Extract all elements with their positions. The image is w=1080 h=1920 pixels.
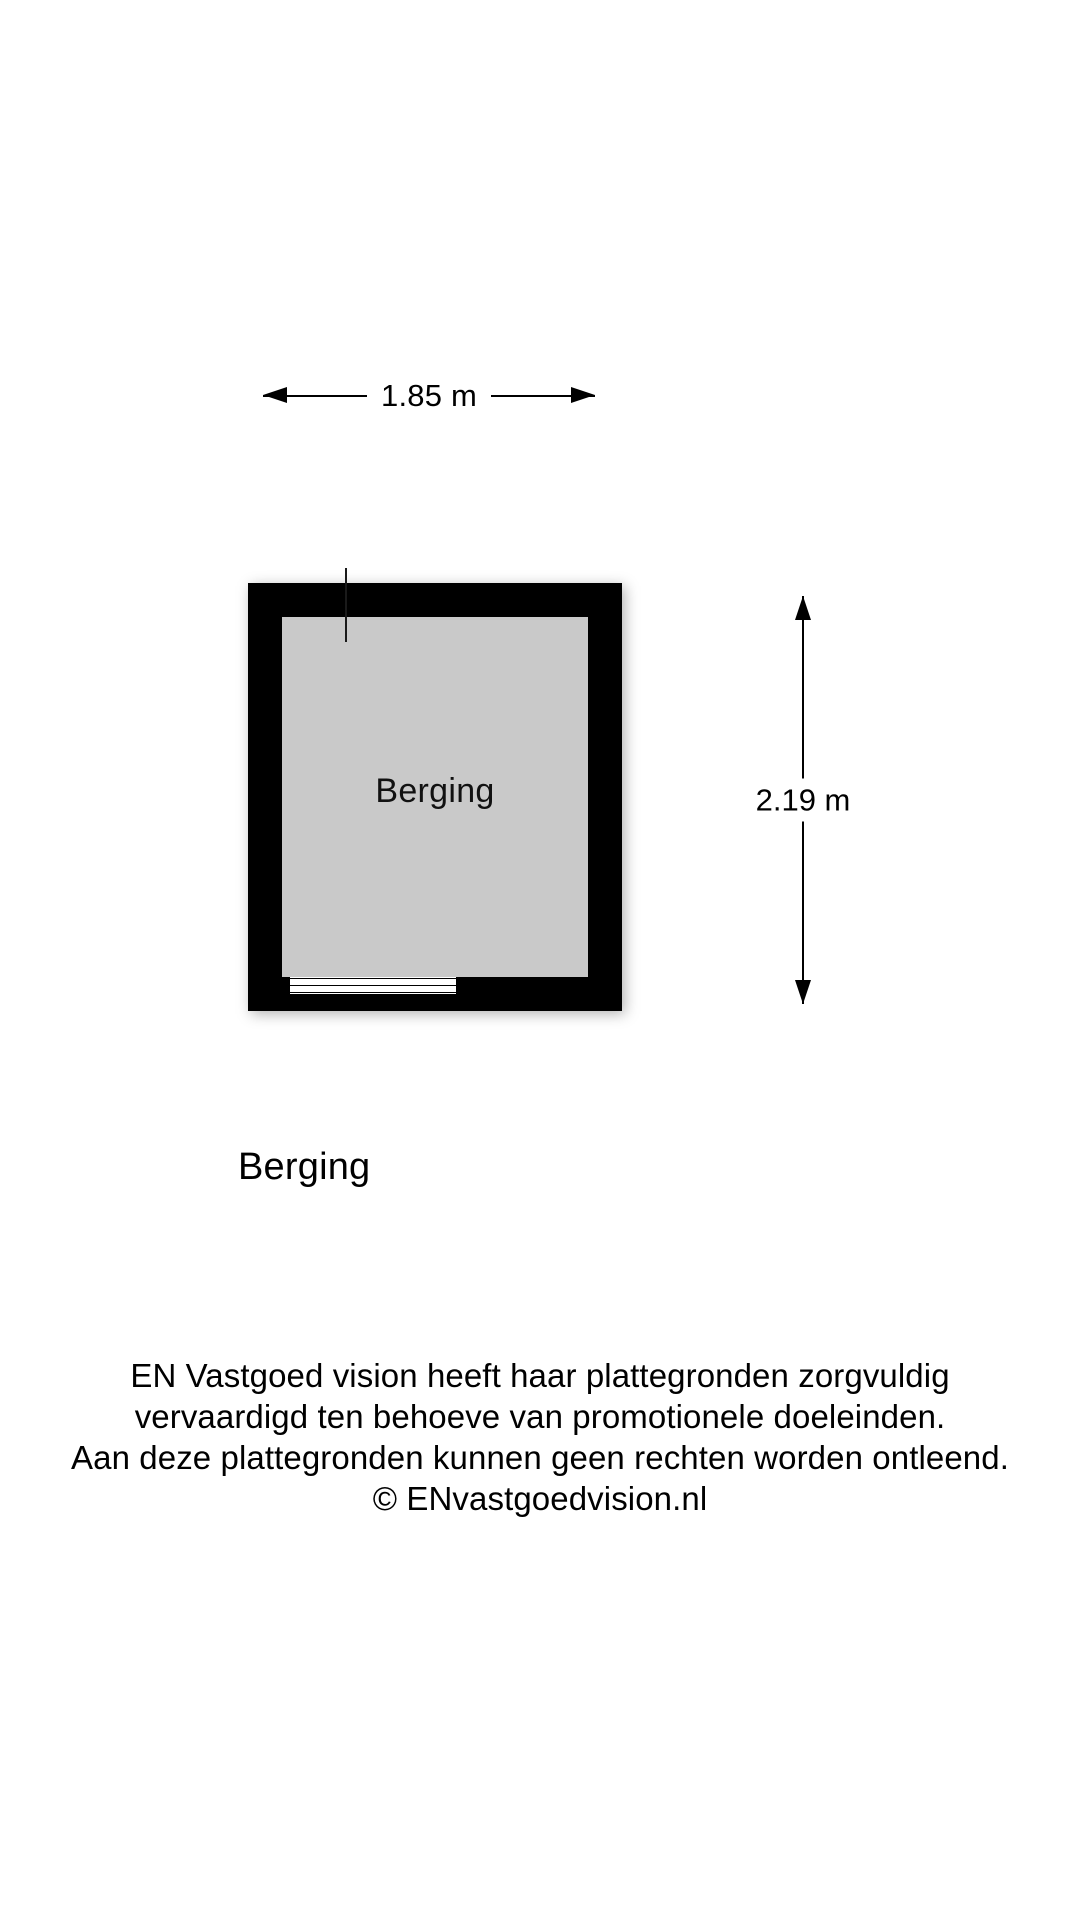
disclaimer-line-3: Aan deze plattegronden kunnen geen rechten worden ontleend. — [71, 1439, 1009, 1476]
room-walls — [248, 583, 622, 1011]
disclaimer-text — [0, 1355, 1080, 1519]
door-leaf-line — [290, 985, 456, 986]
disclaimer-line-1: EN Vastgoed vision heeft haar plattegronden zorgvuldig — [130, 1357, 950, 1394]
width-dimension-label: 1.85 m — [369, 380, 489, 411]
arrow-right-icon — [571, 387, 595, 403]
door-leaf-line — [290, 978, 456, 979]
arrow-down-icon — [795, 980, 811, 1004]
door-center-tick — [345, 568, 347, 642]
copyright-line: © ENvastgoedvision.nl — [372, 1480, 708, 1517]
height-dimension-label: 2.19 m — [754, 779, 853, 822]
height-dimension — [755, 596, 851, 1004]
door-icon — [290, 977, 456, 994]
dimension-line-left — [263, 395, 367, 397]
floorplan-room-berging — [248, 583, 622, 1011]
width-dimension — [263, 372, 595, 418]
room-label: Berging — [375, 772, 495, 810]
door-leaf-line — [290, 992, 456, 993]
floor-title: Berging — [238, 1146, 371, 1188]
disclaimer-line-2: vervaardigd ten behoeve van promotionele doeleinden. — [134, 1398, 946, 1435]
room-floor-area — [282, 617, 588, 977]
